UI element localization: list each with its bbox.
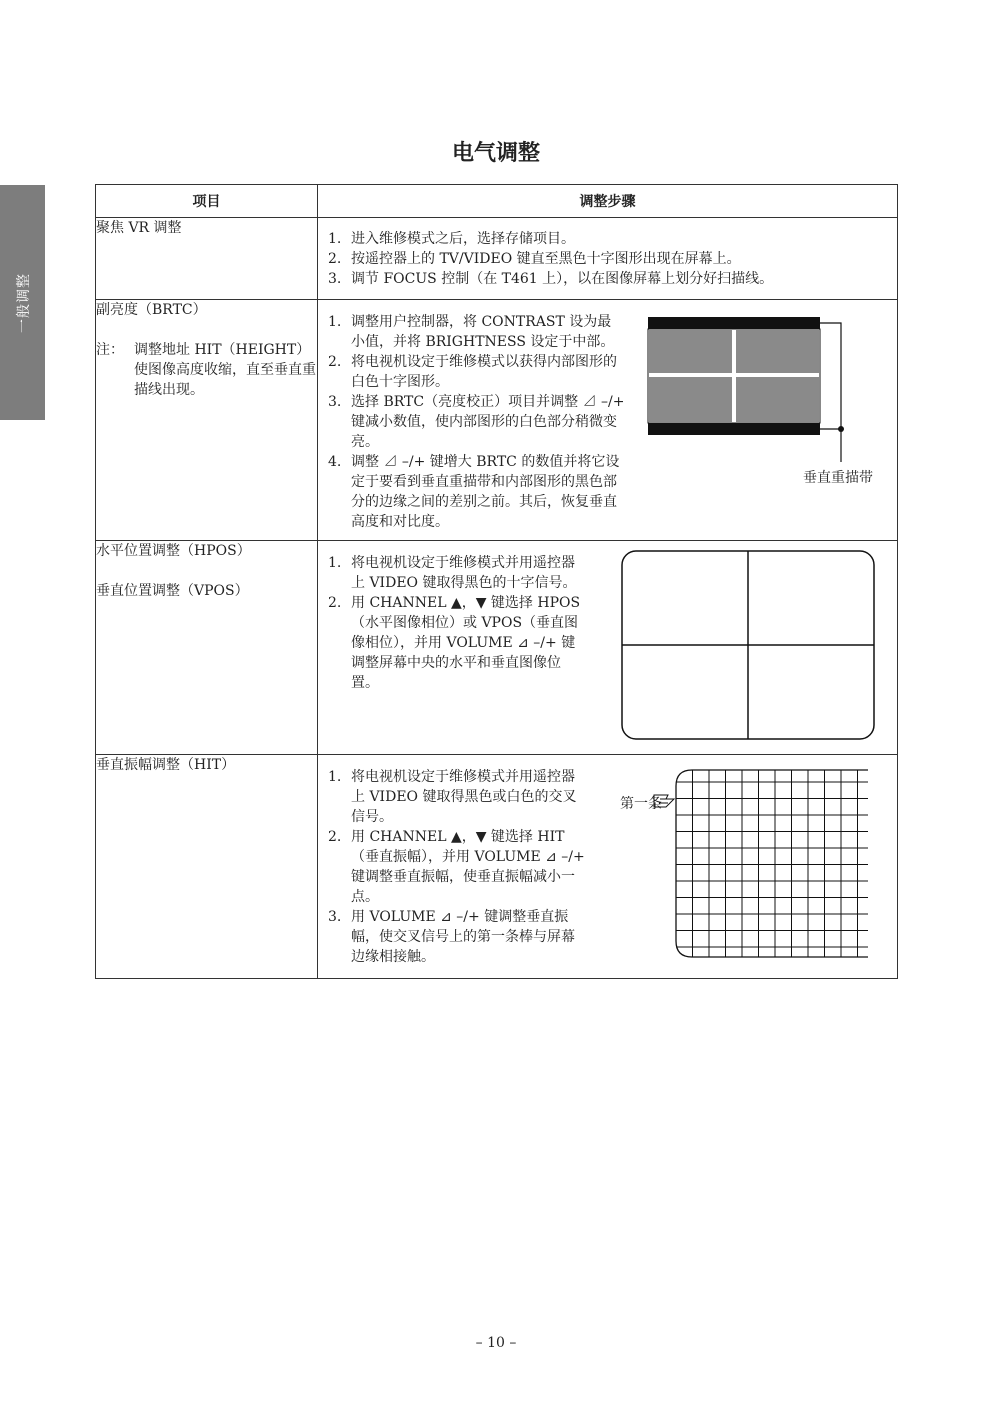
row-steps [318, 755, 898, 979]
step: 3. 选择 BRTC（亮度校正）项目并调整 ⊿ –/+ 键减小数值，使内部图形的白色部分稍微变亮。 [328, 394, 625, 450]
row-steps [318, 218, 898, 300]
row-item-brtc [96, 300, 318, 541]
row-steps [318, 300, 898, 541]
row-item-position [96, 541, 318, 755]
step: 2. 按遥控器上的 TV/VIDEO 键直至黑色十字图形出现在屏幕上。 [328, 251, 741, 267]
figure-label: 第一条 [620, 796, 662, 812]
step: 1. 将电视机设定于维修模式并用遥控器上 VIDEO 键取得黑色或白色的交叉信号。 [328, 769, 577, 825]
figure-label: 垂直重描带 [803, 470, 873, 486]
page-number: – 10 – [475, 1335, 517, 1351]
step: 1. 将电视机设定于维修模式并用遥控器上 VIDEO 键取得黑色的十字信号。 [328, 555, 577, 591]
item-label: 水平位置调整（HPOS） [96, 543, 251, 559]
cross-pattern-figure [596, 541, 876, 746]
step: 3. 用 VOLUME ⊿ –/+ 键调整垂直振幅，使交叉信号上的第一条棒与屏幕边缘相接触。 [328, 909, 575, 965]
note-text: 调整地址 HIT（HEIGHT）使图像高度收缩，直至垂直重描线出现。 [134, 342, 316, 398]
table-row [96, 300, 898, 541]
side-tab [0, 185, 45, 420]
row-steps [318, 541, 898, 755]
page-title: 电气调整 [451, 141, 540, 166]
step: 3. 调节 FOCUS 控制（在 T461 上），以在图像屏幕上划分好扫描线。 [328, 271, 774, 287]
header-item: 项目 [96, 185, 318, 218]
item-label: 垂直位置调整（VPOS） [96, 583, 249, 599]
crosshatch-grid [676, 770, 868, 957]
adjustment-table [95, 184, 898, 979]
step: 2. 用 CHANNEL ▲，▼ 键选择 HIT（垂直振幅），并用 VOLUME ⊿ –/+ 键调整垂直振幅，使垂直振幅减小一点。 [328, 829, 585, 905]
step: 2. 将电视机设定于维修模式以获得内部图形的白色十字图形。 [328, 354, 617, 390]
step: 1. 进入维修模式之后，选择存储项目。 [328, 231, 575, 247]
table-header-row [96, 185, 898, 218]
note [96, 340, 317, 400]
crosshatch-pattern-figure [596, 755, 876, 960]
brtc-pattern-figure [635, 300, 885, 525]
side-tab-label: 一般调整 [15, 272, 32, 333]
item-label: 垂直振幅调整（HIT） [96, 757, 236, 773]
header-steps: 调整步骤 [318, 185, 898, 218]
table-row [96, 755, 898, 979]
table-row [96, 541, 898, 755]
item-label: 副亮度（BRTC） [96, 302, 207, 318]
note-label: 注： [96, 342, 124, 358]
row-item-focus [96, 218, 318, 300]
item-label: 聚焦 VR 调整 [96, 220, 182, 236]
step: 1. 调整用户控制器，将 CONTRAST 设为最小值，并将 BRIGHTNESS 设定于中部。 [328, 314, 615, 350]
table-row [96, 218, 898, 300]
step: 4. 调整 ⊿ –/+ 键增大 BRTC 的数值并将它设定于要看到垂直重描带和内部图形的黑色部分的边缘之间的差别之前。其后，恢复垂直高度和对比度。 [328, 454, 620, 530]
step: 2. 用 CHANNEL ▲，▼ 键选择 HPOS（水平图像相位）或 VPOS（垂直图像相位），并用 VOLUME ⊿ –/+ 键调整屏幕中央的水平和垂直图像位置。 [328, 595, 581, 691]
row-item-hit [96, 755, 318, 979]
